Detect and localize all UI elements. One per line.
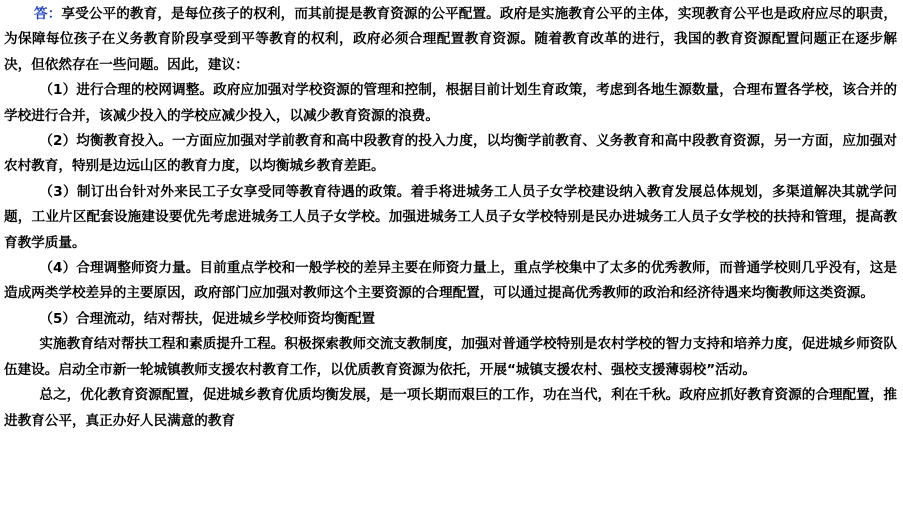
suggestion-4-paragraph: （4）合理调整师资力量。目前重点学校和一般学校的差异主要在师资力量上，重点学校集中了太多的优秀教师，而普通学校则几乎没有，这是造成两类学校差异的主要原因，政府部门应加强对教师这个主要资源的合理配置，可以通过提高优秀教师的政治和经济待遇来均衡教师这类资源。 (4, 260, 897, 302)
paragraph-text: 享受公平的教育，是每位孩子的权利，而其前提是教育资源的公平配置。政府是实施教育公平的主体，实现教育公平也是政府应尽的职责，为保障每位孩子在义务教育阶段享受到平等教育的权利，政府必须合理配置教育资源。随着教育改革的进行，我国的教育资源配置问题正在逐步解决，但依然存在一些问题。因此，建议： (4, 6, 898, 73)
suggestion-5-heading: （5）合理流动，结对帮扶，促进城乡学校师资均衡配置 (39, 310, 376, 327)
suggestion-3-paragraph: （3）制订出台针对外来民工子女享受同等教育待遇的政策。着手将进城务工人员子女学校建设纳入教育发展总体规划，多渠道解决其就学问题，工业片区配套设施建设要优先考虑进城务工人员子女学校。加强进城务工人员子女学校特别是民办进城务工人员子女学校的扶持和管理，提高教育教学质量。 (4, 183, 897, 251)
intro-paragraph (4, 2, 897, 78)
answer-label: 答： (33, 6, 62, 22)
suggestion-2-paragraph: （2）均衡教育投入。一方面应加强对学前教育和高中段教育的投入力度，以均衡学前教育、义务教育和高中段教育资源，另一方面，应加强对农村教育，特别是边远山区的教育力度，以均衡城乡教育差距。 (4, 133, 897, 175)
suggestion-1-paragraph: （1）进行合理的校网调整。政府应加强对学校资源的管理和控制，根据目前计划生育政策，考虑到各地生源数量，合理布置各学校，该合并的学校进行合并，该减少投入的学校应减少投入，以减少教育资源的浪费。 (4, 82, 897, 124)
conclusion-paragraph: 总之，优化教育资源配置，促进城乡教育优质均衡发展，是一项长期而艰巨的工作，功在当代，利在千秋。政府应抓好教育资源的合理配置，推进教育公平，真正办好人民满意的教育 (4, 387, 897, 429)
suggestion-5-paragraph: 实施教育结对帮扶工程和素质提升工程。积极探索教师交流支教制度，加强对普通学校特别是农村学校的智力支持和培养力度，促进城乡师资队伍建设。启动全市新一轮城镇教师支援农村教育工作，以优质教育资源为依托，开展“城镇支援农村、强校支援薄弱校”活动。 (4, 336, 897, 378)
